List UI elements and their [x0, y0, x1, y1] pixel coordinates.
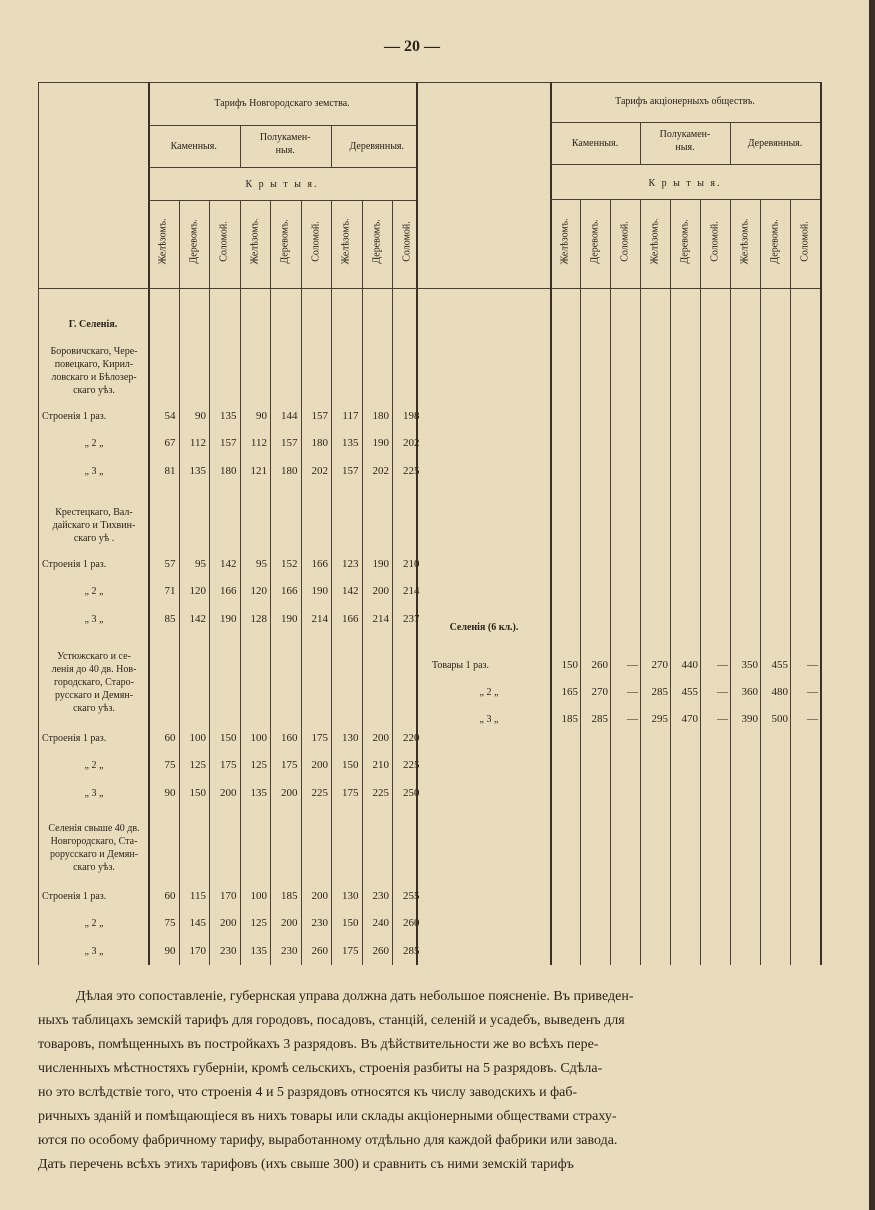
sub-column-header: Желѣзомъ. [249, 218, 261, 265]
table-cell: — [717, 686, 728, 698]
paragraph-line: Дѣлая это сопоставленіе, губернская управа должна дать небольшое поясненіе. Въ приведен- [76, 989, 634, 1004]
table-cell: 260 [372, 945, 389, 957]
paragraph-line: ются по особому фабричному тарифу, выработанному отдѣльно для каждой фабрики или завода. [38, 1133, 618, 1148]
table-cell: 57 [164, 558, 176, 570]
table-cell: 260 [403, 917, 420, 929]
table-cell: 185 [561, 713, 578, 725]
right-table-title: Тарифъ акціонерныхъ обществъ. [615, 96, 755, 107]
paragraph-line: численныхъ мѣстностяхъ губерніи, кромѣ сельскихъ, строенія разбиты на 5 разрядовъ. Сдѣла- [38, 1061, 603, 1076]
left-group-header: Полукамен- ныя. [259, 132, 311, 156]
column-divider [392, 200, 393, 965]
table-cell: 100 [250, 732, 267, 744]
paragraph-line: Дать перечень всѣхъ этихъ тарифовъ (ихъ свыше 300) и сравнить съ ними земскій тарифъ [38, 1157, 574, 1172]
sub-column-header: Желѣзомъ. [157, 218, 169, 265]
table-cell: 175 [311, 732, 328, 744]
table-cell: 157 [342, 465, 359, 477]
row-label: „ 2 „ [84, 760, 104, 771]
table-cell: 230 [311, 917, 328, 929]
table-cell: 166 [311, 558, 328, 570]
table-cell: 125 [250, 759, 267, 771]
table-cell: 455 [771, 659, 788, 671]
page-edge [869, 0, 875, 1210]
column-divider [730, 199, 731, 965]
table-cell: 130 [342, 732, 359, 744]
paragraph-line: но это вслѣдствіе того, что строенія 4 и 5 разрядовъ относятся къ числу заводскихъ и фаб- [38, 1085, 578, 1100]
group-divider [240, 125, 241, 167]
left-roof-label: К р ы т ы я. [245, 179, 319, 190]
table-cell: 166 [342, 613, 359, 625]
table-cell: 240 [372, 917, 389, 929]
table-cell: 157 [281, 437, 298, 449]
table-cell: 455 [681, 686, 698, 698]
table-cell: 166 [220, 585, 237, 597]
column-divider [362, 200, 363, 965]
column-divider [331, 200, 332, 965]
column-divider [670, 199, 671, 965]
column-divider [760, 199, 761, 965]
table-cell: 157 [220, 437, 237, 449]
table-cell: 285 [591, 713, 608, 725]
table-cell: 470 [681, 713, 698, 725]
table-cell: 198 [403, 410, 420, 422]
table-cell: 150 [220, 732, 237, 744]
table-cell: 202 [403, 437, 420, 449]
table-cell: 54 [164, 410, 176, 422]
table-cell: 214 [403, 585, 420, 597]
table-cell: 270 [591, 686, 608, 698]
table-cell: 152 [281, 558, 298, 570]
table-cell: 200 [281, 787, 298, 799]
sub-column-header: Соломой. [401, 221, 413, 262]
table-cell: 60 [164, 732, 176, 744]
table-cell: 225 [311, 787, 328, 799]
explanatory-paragraph [38, 985, 838, 1177]
right-title-rule [550, 122, 820, 123]
table-cell: 190 [372, 558, 389, 570]
table-cell: 130 [342, 890, 359, 902]
sub-column-header: Желѣзомъ. [739, 218, 751, 265]
left-roof-rule [148, 200, 416, 201]
table-cell: 180 [372, 410, 389, 422]
row-label: Строенія 1 раз. [42, 411, 107, 422]
table-cell: 135 [189, 465, 206, 477]
sub-column-header: Соломой. [218, 221, 230, 262]
table-cell: 210 [372, 759, 389, 771]
row-label: Строенія 1 раз. [42, 891, 107, 902]
section-title: Г. Селенія. [68, 319, 118, 330]
table-cell: 95 [256, 558, 267, 570]
right-roof-label: К р ы т ы я. [648, 178, 722, 189]
table-cell: 150 [189, 787, 206, 799]
table-cell: — [807, 713, 818, 725]
table-cell: — [717, 713, 728, 725]
row-label: Товары 1 раз. [432, 660, 489, 671]
sub-column-header: Деревомъ. [679, 219, 691, 264]
table-cell: 125 [189, 759, 206, 771]
table-cell: 360 [741, 686, 758, 698]
column-divider [610, 199, 611, 965]
table-cell: 150 [342, 759, 359, 771]
table-cell: — [627, 713, 638, 725]
right-roof-rule [550, 199, 820, 200]
right-table-divider [550, 82, 552, 965]
table-cell: 112 [250, 437, 267, 449]
table-cell: 90 [164, 787, 176, 799]
table-cell: 170 [189, 945, 206, 957]
table-cell: 75 [164, 759, 176, 771]
block-title: Боровичскаго, Чере- повецкаго, Кирил- ловскаго и Бѣлозер- скаго уѣз. [50, 346, 138, 396]
table-cell: 90 [164, 945, 176, 957]
table-cell: 170 [220, 890, 237, 902]
table-cell: 270 [651, 659, 668, 671]
table-cell: 210 [403, 558, 420, 570]
table-cell: 145 [189, 917, 206, 929]
table-top-border [38, 82, 822, 83]
column-divider [240, 200, 241, 965]
table-cell: 200 [220, 787, 237, 799]
right-group-header: Полукамен- ныя. [659, 129, 711, 153]
row-label: Строенія 1 раз. [42, 733, 107, 744]
table-cell: 117 [342, 410, 359, 422]
table-cell: 60 [164, 890, 176, 902]
table-cell: 135 [250, 787, 267, 799]
table-cell: 120 [250, 585, 267, 597]
sub-column-header: Деревомъ. [188, 219, 200, 264]
column-divider [301, 200, 302, 965]
table-cell: 115 [189, 890, 206, 902]
table-cell: 112 [189, 437, 206, 449]
table-cell: 125 [250, 917, 267, 929]
table-left-border [38, 82, 39, 965]
table-cell: 225 [403, 465, 420, 477]
table-cell: 100 [250, 890, 267, 902]
table-cell: 90 [195, 410, 206, 422]
table-cell: 95 [195, 558, 206, 570]
table-cell: 135 [220, 410, 237, 422]
right-group-header: Деревянныя. [747, 138, 803, 149]
table-cell: 166 [281, 585, 298, 597]
table-cell: 190 [220, 613, 237, 625]
table-cell: 230 [281, 945, 298, 957]
table-cell: 480 [771, 686, 788, 698]
table-cell: 67 [164, 437, 176, 449]
table-cell: 190 [281, 613, 298, 625]
table-cell: 150 [342, 917, 359, 929]
table-cell: — [807, 686, 818, 698]
table-cell: 144 [281, 410, 298, 422]
table-cell: 214 [311, 613, 328, 625]
group-divider [331, 125, 332, 167]
table-cell: 230 [220, 945, 237, 957]
table-cell: 225 [372, 787, 389, 799]
column-divider [700, 199, 701, 965]
sub-column-header: Деревомъ. [279, 219, 291, 264]
table-cell: 285 [651, 686, 668, 698]
column-divider [640, 199, 641, 965]
mid-divider [416, 82, 418, 965]
table-cell: 120 [189, 585, 206, 597]
column-divider [790, 199, 791, 965]
table-cell: 250 [403, 787, 420, 799]
sub-column-header: Желѣзомъ. [559, 218, 571, 265]
block-title: Устюжскаго и се- ленія до 40 дв. Нов- городскаго, Старо- русскаго и Демян- скаго уѣз. [51, 651, 137, 714]
table-cell: 440 [681, 659, 698, 671]
right-group-rule [550, 164, 820, 165]
right-group-header: Каменныя. [571, 138, 619, 149]
table-cell: 90 [256, 410, 267, 422]
row-label: „ 2 „ [84, 586, 104, 597]
column-divider [270, 200, 271, 965]
row-label: „ 3 „ [479, 714, 499, 725]
left-group-header: Деревянныя. [349, 141, 405, 152]
left-table-title: Тарифъ Новгородскаго земства. [214, 98, 350, 109]
group-divider [730, 122, 731, 164]
left-table-divider [148, 82, 150, 965]
table-cell: 175 [281, 759, 298, 771]
sub-column-header: Соломой. [619, 221, 631, 262]
table-cell: 71 [164, 585, 176, 597]
right-section-title: Селенія (6 кл.). [449, 622, 519, 633]
left-group-header: Каменныя. [170, 141, 217, 152]
paragraph-line: товаровъ, помѣщенныхъ въ постройкахъ 3 разрядовъ. Въ дѣйствительности же во всѣхъ пере- [38, 1037, 599, 1052]
table-cell: — [627, 686, 638, 698]
table-cell: 180 [220, 465, 237, 477]
table-cell: 214 [372, 613, 389, 625]
paragraph-line: ныхъ таблицахъ земскій тарифъ для городовъ, посадовъ, станцій, селеній и усадебъ, выведенъ для [38, 1013, 625, 1028]
block-title: Селенія свыше 40 дв. Новгородскаго, Ста- рорусскаго и Демян- скаго уѣз. [48, 823, 140, 873]
table-cell: 200 [311, 890, 328, 902]
column-divider [580, 199, 581, 965]
row-label: „ 3 „ [84, 614, 104, 625]
sub-column-header: Деревомъ. [371, 219, 383, 264]
table-cell: 295 [651, 713, 668, 725]
table-cell: 135 [342, 437, 359, 449]
table-cell: 500 [771, 713, 788, 725]
table-cell: 100 [189, 732, 206, 744]
row-label: „ 3 „ [84, 788, 104, 799]
group-divider [640, 122, 641, 164]
table-cell: 142 [220, 558, 237, 570]
column-divider [209, 200, 210, 965]
table-cell: 121 [250, 465, 267, 477]
table-cell: 150 [561, 659, 578, 671]
table-cell: 255 [403, 890, 420, 902]
sub-column-header: Соломой. [310, 221, 322, 262]
table-cell: 200 [281, 917, 298, 929]
table-cell: — [807, 659, 818, 671]
table-cell: 190 [311, 585, 328, 597]
table-cell: 285 [403, 945, 420, 957]
column-divider [179, 200, 180, 965]
table-cell: 175 [342, 945, 359, 957]
sub-column-header: Желѣзомъ. [340, 218, 352, 265]
sub-column-header: Соломой. [709, 221, 721, 262]
table-cell: 81 [164, 465, 176, 477]
table-cell: 157 [311, 410, 328, 422]
table-cell: 160 [281, 732, 298, 744]
table-cell: 185 [281, 890, 298, 902]
table-cell: 123 [342, 558, 359, 570]
table-cell: 180 [311, 437, 328, 449]
table-cell: 135 [250, 945, 267, 957]
table-cell: 165 [561, 686, 578, 698]
paragraph-line: ричныхъ зданій и помѣщающіеся въ нихъ товары или склады акціонерными обществами страху- [38, 1109, 617, 1124]
table-cell: 180 [281, 465, 298, 477]
table-cell: 230 [372, 890, 389, 902]
table-cell: 128 [250, 613, 267, 625]
right-table-border [820, 82, 822, 965]
table-cell: 220 [403, 732, 420, 744]
table-cell: 237 [403, 613, 420, 625]
sub-column-header: Деревомъ. [589, 219, 601, 264]
row-label: „ 3 „ [84, 466, 104, 477]
table-cell: 200 [311, 759, 328, 771]
left-group-rule [148, 167, 416, 168]
row-label: „ 3 „ [84, 946, 104, 957]
row-label: „ 2 „ [84, 918, 104, 929]
left-header-bottom [38, 288, 822, 289]
row-label: „ 2 „ [479, 687, 499, 698]
table-cell: — [717, 659, 728, 671]
row-label: „ 2 „ [84, 438, 104, 449]
table-cell: 350 [741, 659, 758, 671]
page-number: — 20 — [384, 38, 440, 55]
table-cell: 200 [220, 917, 237, 929]
sub-column-header: Деревомъ. [769, 219, 781, 264]
table-cell: 390 [741, 713, 758, 725]
sub-column-header: Соломой. [799, 221, 811, 262]
table-cell: 202 [372, 465, 389, 477]
table-cell: 175 [342, 787, 359, 799]
table-cell: 202 [311, 465, 328, 477]
block-title: Крестецкаго, Вал- дайскаго и Тихвин- скаго уѣ . [52, 507, 136, 544]
table-cell: — [627, 659, 638, 671]
table-cell: 225 [403, 759, 420, 771]
table-cell: 200 [372, 732, 389, 744]
table-cell: 260 [591, 659, 608, 671]
table-cell: 200 [372, 585, 389, 597]
table-cell: 260 [311, 945, 328, 957]
table-cell: 85 [164, 613, 176, 625]
row-label: Строенія 1 раз. [42, 559, 107, 570]
left-title-rule [148, 125, 416, 126]
table-cell: 75 [164, 917, 176, 929]
table-cell: 142 [342, 585, 359, 597]
table-cell: 190 [372, 437, 389, 449]
table-cell: 142 [189, 613, 206, 625]
sub-column-header: Желѣзомъ. [649, 218, 661, 265]
table-cell: 175 [220, 759, 237, 771]
